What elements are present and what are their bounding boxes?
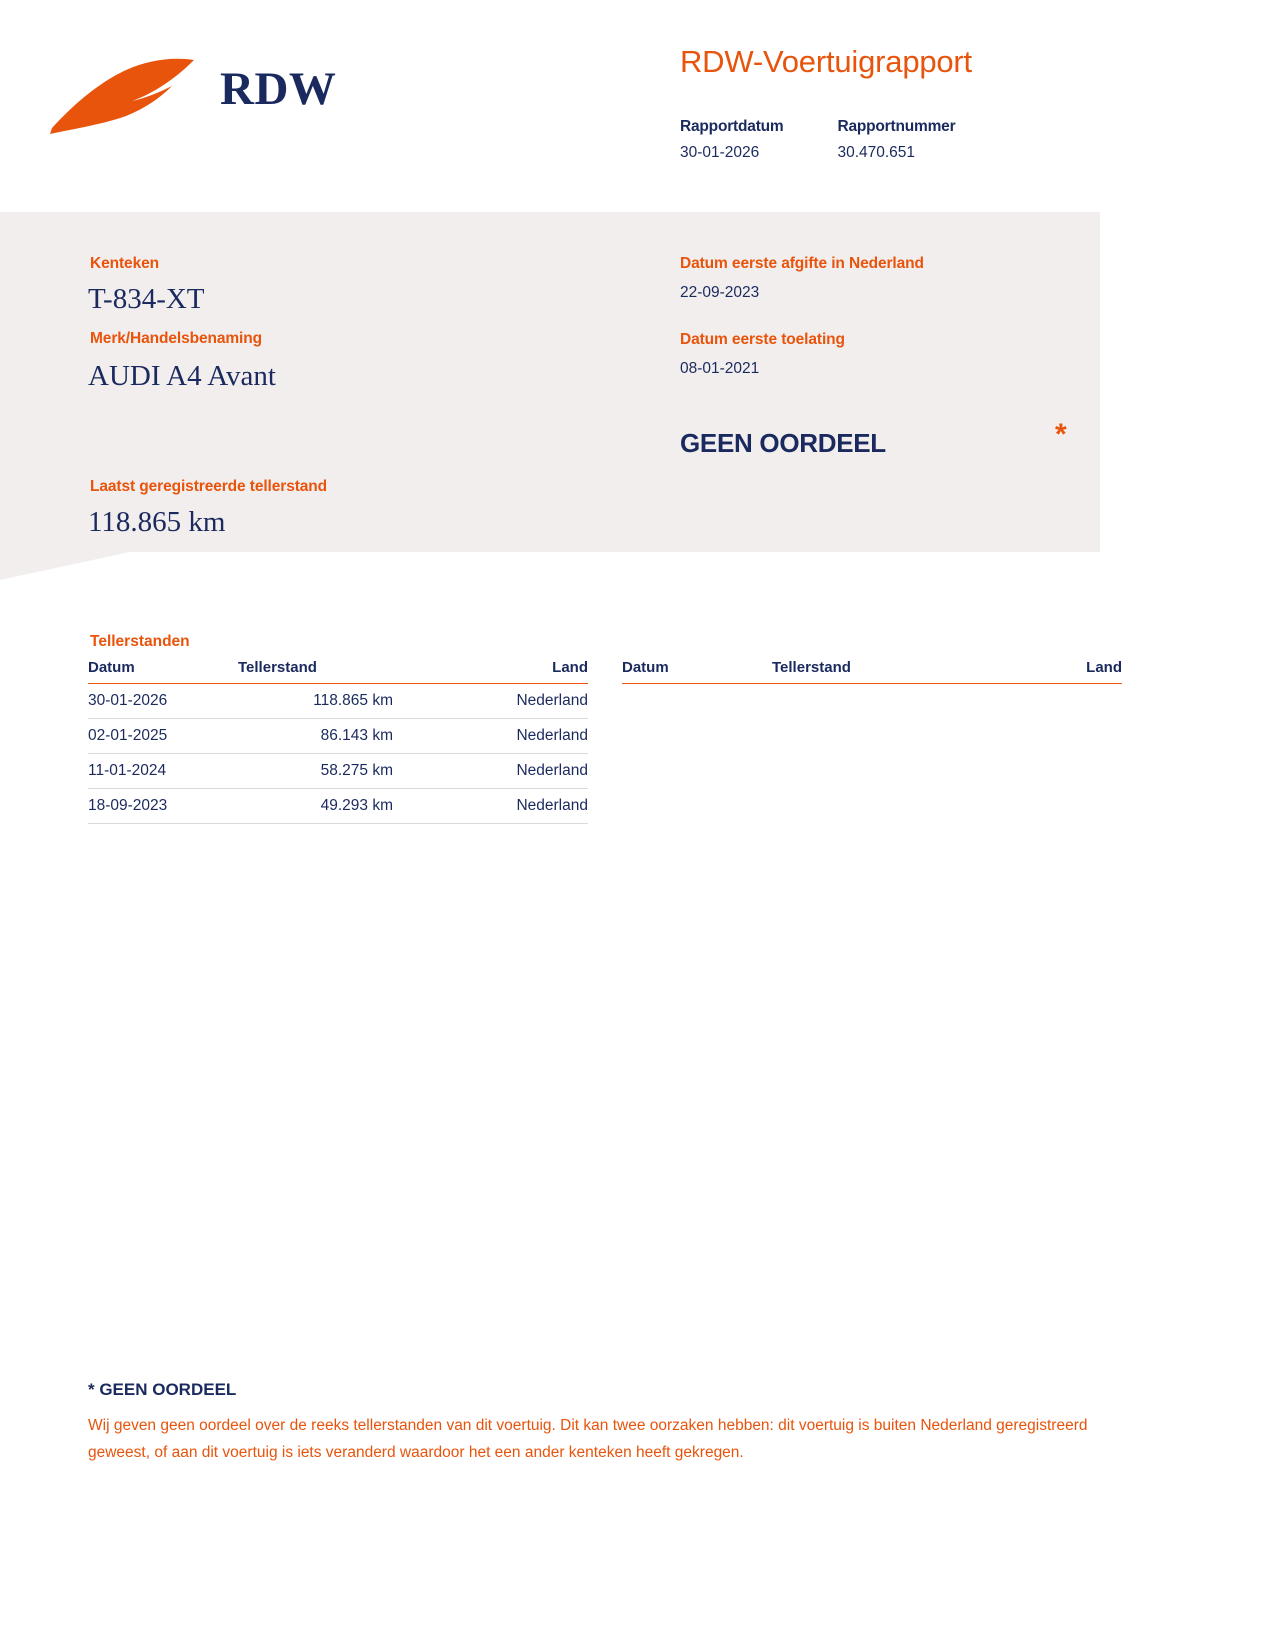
datum-eerste-afgifte-value: 22-09-2023: [680, 284, 760, 301]
cell-datum: 30-01-2026: [88, 684, 238, 719]
tellerstanden-title: Tellerstanden: [90, 633, 190, 650]
datum-eerste-toelating-value: 08-01-2021: [680, 360, 760, 377]
table-row: [88, 754, 588, 789]
column-header-land: Land: [393, 659, 588, 684]
footnote-body: Wij geven geen oordeel over de reeks tellerstanden van dit voertuig. Dit kan twee oorzaken hebben: dit voertuig is buiten Nederland geregistreerd geweest, of aan dit voertuig is iets veranderd waardoor het een ander kenteken heeft gekregen.: [88, 1417, 1088, 1462]
datum-eerste-toelating-label: Datum eerste toelating: [680, 331, 845, 348]
table-row: [88, 684, 588, 719]
rdw-logo: [48, 36, 348, 146]
verdict-asterisk: *: [1055, 418, 1067, 451]
laatste-tellerstand-value: 118.865 km: [88, 506, 226, 538]
cell-land: Nederland: [393, 719, 588, 754]
cell-datum: 11-01-2024: [88, 754, 238, 789]
cell-land: Nederland: [393, 789, 588, 824]
cell-tellerstand: 118.865 km: [238, 684, 393, 719]
report-meta: [680, 118, 1240, 162]
report-date-block: [680, 118, 833, 162]
logo-wordmark: RDW: [220, 63, 337, 115]
cell-tellerstand: 86.143 km: [238, 719, 393, 754]
column-header-datum: Datum: [622, 659, 772, 684]
footnote-title: * GEEN OORDEEL: [88, 1380, 237, 1399]
report-number-value: 30.470.651: [837, 144, 916, 161]
table-row: [88, 719, 588, 754]
cell-datum: 18-09-2023: [88, 789, 238, 824]
column-header-land: Land: [927, 659, 1122, 684]
cell-tellerstand: 49.293 km: [238, 789, 393, 824]
cell-land: Nederland: [393, 754, 588, 789]
merk-value: AUDI A4 Avant: [88, 360, 276, 392]
verdict-badge: GEEN OORDEEL: [680, 428, 886, 458]
table-row: [88, 789, 588, 824]
column-header-datum: Datum: [88, 659, 238, 684]
tellerstanden-table-right: [622, 659, 1122, 684]
panel-corner-notch: [0, 552, 130, 580]
report-number-block: [837, 118, 955, 162]
tellerstanden-table-left: [88, 659, 588, 824]
cell-datum: 02-01-2025: [88, 719, 238, 754]
column-header-tellerstand: Tellerstand: [772, 659, 927, 684]
column-header-tellerstand: Tellerstand: [238, 659, 393, 684]
page-title: RDW-Voertuigrapport: [680, 44, 972, 79]
report-date-value: 30-01-2026: [680, 144, 760, 161]
datum-eerste-afgifte-label: Datum eerste afgifte in Nederland: [680, 255, 924, 272]
kenteken-label: Kenteken: [90, 255, 159, 272]
cell-tellerstand: 58.275 km: [238, 754, 393, 789]
table-header-row: [88, 659, 588, 684]
document-header: [0, 0, 1280, 212]
kenteken-value: T-834-XT: [88, 283, 205, 315]
merk-label: Merk/Handelsbenaming: [90, 330, 262, 347]
report-number-label: Rapportnummer: [837, 118, 956, 135]
report-date-label: Rapportdatum: [680, 118, 784, 135]
cell-land: Nederland: [393, 684, 588, 719]
rdw-feather-logo-icon: [48, 54, 198, 138]
table-header-row: [622, 659, 1122, 684]
laatste-tellerstand-label: Laatst geregistreerde tellerstand: [90, 478, 328, 495]
footnote: [88, 1380, 1098, 1466]
